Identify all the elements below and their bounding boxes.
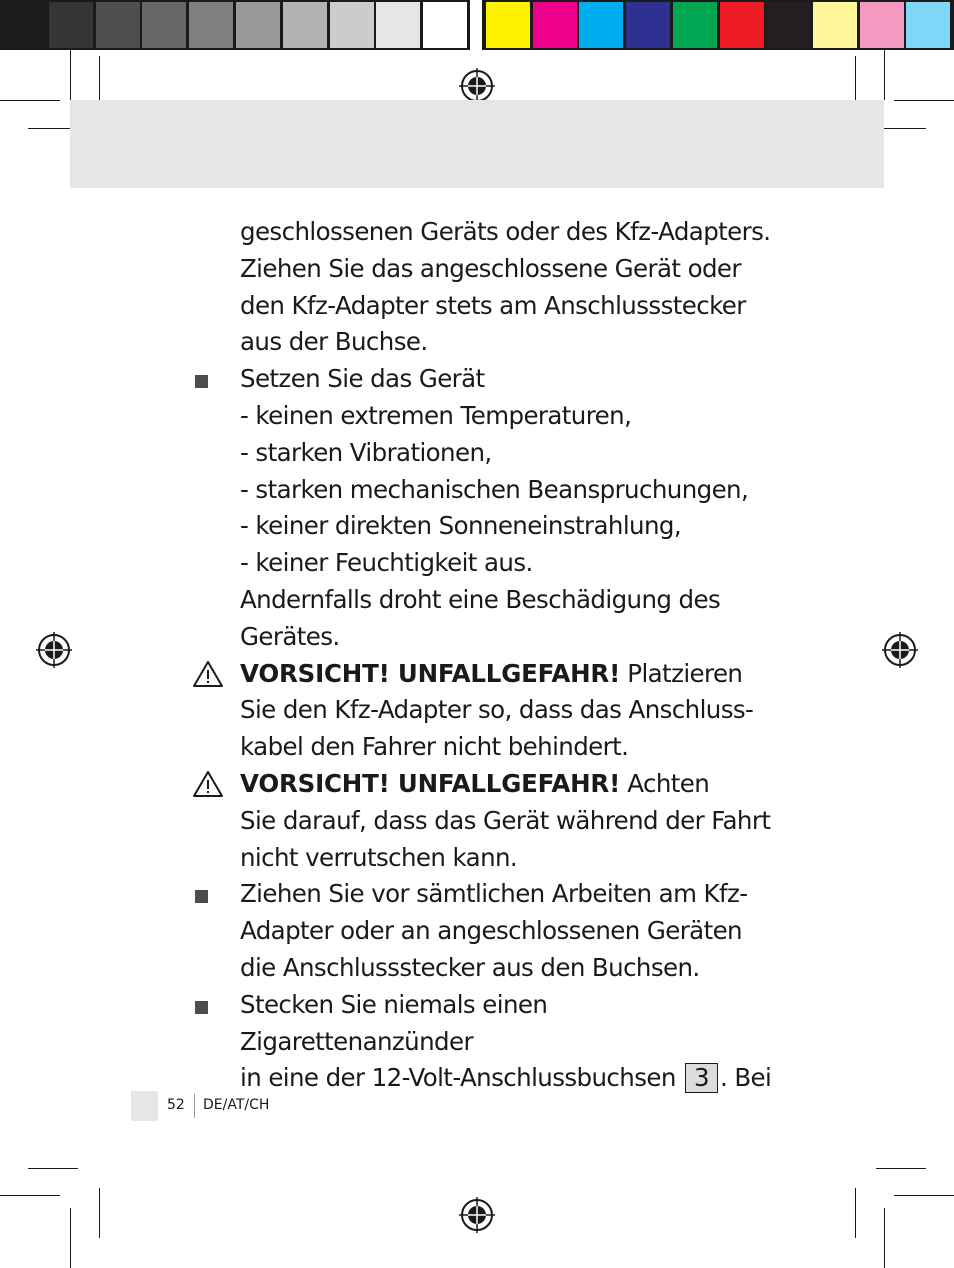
color-calibration-bar (0, 0, 954, 50)
crop-mark (70, 1208, 71, 1268)
crop-mark (876, 1168, 926, 1169)
crop-mark (855, 1188, 856, 1238)
text-line: Ziehen Sie das angeschlossene Gerät oder (240, 253, 741, 283)
registration-mark-icon (880, 630, 920, 670)
text-line: - starken mechanischen Beanspruchungen, (240, 474, 749, 504)
text-line: die Anschlussstecker aus den Buchsen. (240, 952, 700, 982)
warning-item (240, 656, 780, 766)
text-line: Sie den Kfz-Adapter so, dass das Anschluss- (240, 695, 754, 725)
gray-swatch (376, 2, 420, 48)
footer-marker (131, 1091, 158, 1121)
page-number: 52 (167, 1097, 185, 1113)
region-label: DE/AT/CH (203, 1097, 270, 1113)
crop-mark (0, 1195, 60, 1196)
bullet-square-icon (195, 890, 208, 903)
text-line: Platzieren (620, 658, 743, 688)
warning-triangle-icon (192, 660, 224, 688)
registration-mark-icon (34, 630, 74, 670)
gray-swatch (423, 2, 467, 48)
part-reference-badge: 3 (685, 1063, 718, 1093)
color-swatch (533, 2, 577, 48)
text-line: Gerätes. (240, 621, 340, 651)
crop-mark (99, 1188, 100, 1238)
header-band (70, 100, 884, 188)
gray-swatch (283, 2, 327, 48)
text-line: kabel den Fahrer nicht behindert. (240, 732, 629, 762)
color-swatch (579, 2, 623, 48)
text-line: Setzen Sie das Gerät (240, 364, 485, 394)
bullet-item (240, 876, 780, 986)
text-line: - keiner Feuchtigkeit aus. (240, 548, 533, 578)
text-line: - keiner direkten Sonneneinstrahlung, (240, 511, 682, 541)
text-line: Stecken Sie niemals einen Zigarettenanzünder (240, 989, 548, 1056)
warning-title: VORSICHT! UNFALLGEFAHR! (240, 658, 621, 688)
text-line: aus der Buchse. (240, 327, 428, 357)
text-line: Ziehen Sie vor sämtlichen Arbeiten am Kfz- (240, 879, 748, 909)
color-swatch (486, 2, 530, 48)
gray-swatch (236, 2, 280, 48)
footer-divider (194, 1094, 195, 1118)
bullet-item (240, 987, 780, 1097)
color-swatch (720, 2, 764, 48)
gray-swatch (142, 2, 186, 48)
text-line: - keinen extremen Temperaturen, (240, 400, 632, 430)
color-swatch (813, 2, 857, 48)
crop-mark (70, 50, 71, 100)
gray-swatch (189, 2, 233, 48)
crop-mark (894, 100, 954, 101)
crop-mark (894, 1195, 954, 1196)
text-line: in eine der 12-Volt-Anschlussbuchsen (240, 1063, 683, 1093)
text-line: Achten (620, 768, 710, 798)
gray-swatch (49, 2, 93, 48)
registration-mark-icon (457, 1195, 497, 1235)
text-line: geschlossenen Geräts oder des Kfz-Adapters. (240, 217, 771, 246)
color-swatch (673, 2, 717, 48)
warning-title: VORSICHT! UNFALLGEFAHR! (240, 768, 621, 798)
body-text (240, 214, 780, 1097)
crop-mark (855, 56, 856, 106)
crop-mark (0, 100, 60, 101)
text-line: - starken Vibrationen, (240, 437, 492, 467)
warning-item (240, 766, 780, 876)
crop-mark (884, 1208, 885, 1268)
text-line: Adapter oder an angeschlossenen Geräten (240, 916, 742, 946)
text-line: Sie darauf, dass das Gerät während der Fahrt (240, 805, 771, 835)
color-swatch (766, 2, 810, 48)
color-swatch (906, 2, 950, 48)
color-swatch (860, 2, 904, 48)
crop-mark (99, 56, 100, 106)
gray-swatch (96, 2, 140, 48)
color-swatch (626, 2, 670, 48)
gray-swatch (2, 2, 46, 48)
bullet-square-icon (195, 375, 208, 388)
paragraph-continuation (240, 214, 780, 361)
text-line: den Kfz-Adapter stets am Anschlussstecker (240, 290, 746, 320)
text-line: Andernfalls droht eine Beschädigung des (240, 584, 721, 614)
text-line: nicht verrutschen kann. (240, 842, 518, 872)
bullet-item (240, 361, 780, 655)
text-line: . Bei (719, 1063, 772, 1093)
warning-triangle-icon (192, 770, 224, 798)
gray-swatch (330, 2, 374, 48)
bullet-square-icon (195, 1001, 208, 1014)
crop-mark (28, 1168, 78, 1169)
crop-mark (884, 50, 885, 100)
